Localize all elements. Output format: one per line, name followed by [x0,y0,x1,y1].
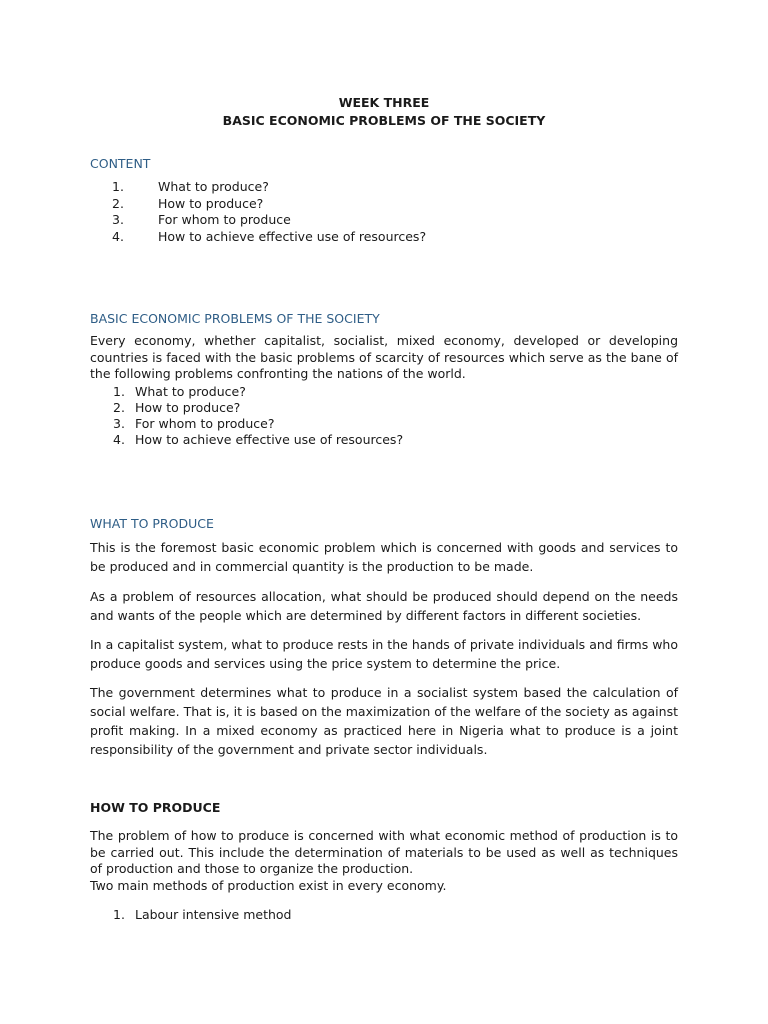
list-text: How to produce? [135,400,241,415]
list-item [90,400,690,416]
list-text: How to produce? [158,195,264,211]
section-heading-what-to-produce: WHAT TO PRODUCE [90,516,214,531]
section-paragraph: Every economy, whether capitalist, socialist, mixed economy, developed or developing countries is faced with the basic problems of scarcity of resources which serve as the bane of the following problems confronting the nations of the world. [90,333,678,381]
list-item [90,212,690,229]
list-number: 4. [112,228,124,244]
list-number: 2. [112,195,124,211]
section-paragraph: In a capitalist system, what to produce rests in the hands of private individuals and firms who produce goods and services using the price system to determine the price. [90,637,678,671]
section-line: Two main methods of production exist in every economy. [90,878,447,893]
list-item [90,432,690,448]
page-title: WEEK THREE [338,95,430,110]
list-number: 1. [113,384,125,399]
section-paragraph: This is the foremost basic economic problem which is concerned with goods and services to be produced and in commercial quantity is the production to be made. [90,540,678,574]
page-subtitle: BASIC ECONOMIC PROBLEMS OF THE SOCIETY [222,113,546,128]
list-item [90,907,690,923]
list-number: 4. [113,432,125,447]
problems-list [90,384,690,448]
list-item [90,196,690,213]
list-item [90,229,690,246]
section-paragraph: As a problem of resources allocation, what should be produced should depend on the needs and wants of the people which are determined by different factors in different societies. [90,589,678,623]
list-text: What to produce? [158,179,269,194]
list-text: Labour intensive method [135,907,292,922]
section-paragraph: The government determines what to produce in a socialist system based the calculation of social welfare. That is, it is based on the maximization of the welfare of the society as against profit making. In a mixed economy as practiced here in Nigeria what to produce is a joint responsibility of the government and private sector individuals. [90,685,678,757]
list-number: 1. [112,179,124,194]
section-heading-how-to-produce: HOW TO PRODUCE [90,800,221,815]
list-text: How to achieve effective use of resources? [158,228,427,244]
list-text: For whom to produce [158,212,291,227]
section-heading-basic-problems: BASIC ECONOMIC PROBLEMS OF THE SOCIETY [90,311,380,326]
section-paragraph: The problem of how to produce is concerned with what economic method of production is to be carried out. This include the determination of materials to be used as well as techniques of production and those to organize the production. [90,828,678,876]
list-number: 2. [113,400,125,415]
list-text: For whom to produce? [135,416,275,431]
content-list [90,179,690,245]
list-item [90,416,690,432]
list-item [90,384,690,400]
list-text: How to achieve effective use of resources? [135,432,404,447]
methods-list [90,907,690,923]
list-number: 1. [113,907,125,922]
list-item [90,179,690,196]
content-heading: CONTENT [90,156,151,171]
list-text: What to produce? [135,384,246,399]
list-number: 3. [112,212,124,227]
list-number: 3. [113,416,125,431]
